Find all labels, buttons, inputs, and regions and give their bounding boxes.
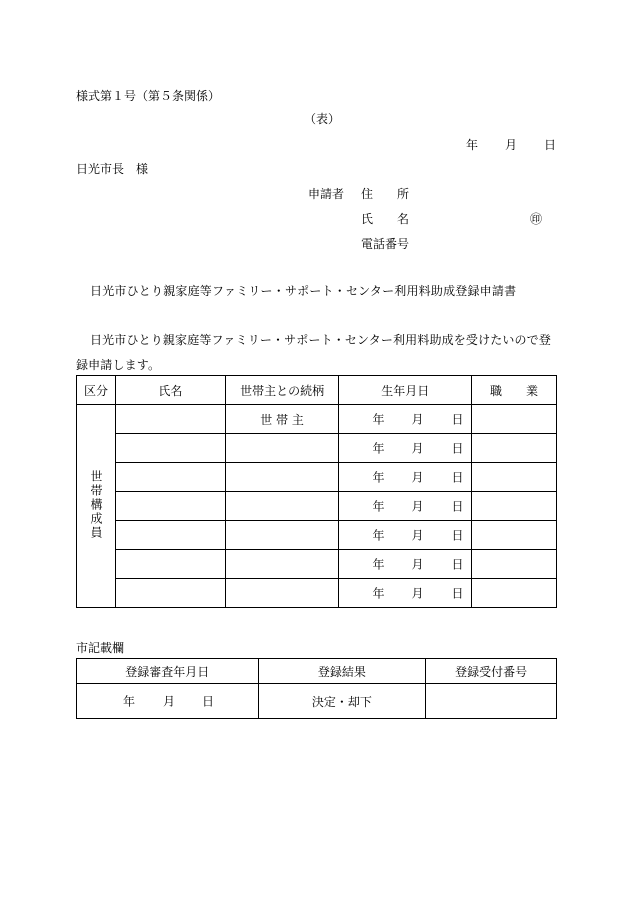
table-row	[77, 550, 557, 579]
birth-year-label: 年	[372, 499, 385, 514]
header-reception-number: 登録受付番号	[426, 659, 557, 684]
header-occupation: 職 業	[472, 376, 557, 405]
review-year-label: 年	[123, 694, 136, 709]
birth-day-label: 日	[451, 499, 464, 514]
name-cell[interactable]	[115, 579, 225, 608]
category-cell	[77, 405, 116, 608]
header-name: 氏名	[115, 376, 225, 405]
birth-month-label: 月	[411, 441, 424, 456]
occupation-cell[interactable]	[472, 521, 557, 550]
result-cell[interactable]: 決定・却下	[258, 684, 426, 719]
category-label: 世帯構成員	[88, 469, 103, 540]
header-review-date: 登録審査年月日	[77, 659, 259, 684]
name-cell[interactable]	[115, 550, 225, 579]
relation-cell[interactable]	[225, 492, 339, 521]
name-cell[interactable]	[115, 521, 225, 550]
date-year-label: 年	[466, 138, 479, 152]
name-field-label: 氏 名	[361, 212, 410, 226]
name-cell[interactable]	[115, 492, 225, 521]
birth-month-label: 月	[411, 470, 424, 485]
birthdate-cell[interactable]	[339, 550, 472, 579]
review-date-cell[interactable]	[77, 684, 259, 719]
birth-day-label: 日	[451, 528, 464, 543]
birth-day-label: 日	[451, 586, 464, 601]
date-month-label: 月	[505, 138, 518, 152]
household-members-table	[76, 375, 557, 608]
birth-day-label: 日	[451, 412, 464, 427]
phone-field-label: 電話番号	[361, 237, 410, 251]
birth-month-label: 月	[411, 528, 424, 543]
form-number: 様式第１号（第５条関係）	[76, 89, 221, 103]
header-result: 登録結果	[258, 659, 426, 684]
birth-month-label: 月	[411, 499, 424, 514]
birthdate-cell[interactable]	[339, 405, 472, 434]
office-use-table	[76, 658, 557, 719]
name-cell[interactable]	[115, 434, 225, 463]
table-row	[77, 684, 557, 719]
birth-month-label: 月	[411, 586, 424, 601]
relation-cell[interactable]	[225, 550, 339, 579]
table-row	[77, 434, 557, 463]
birth-year-label: 年	[372, 412, 385, 427]
birth-day-label: 日	[451, 470, 464, 485]
birthdate-cell[interactable]	[339, 521, 472, 550]
review-month-label: 月	[163, 694, 176, 709]
name-cell[interactable]	[115, 405, 225, 434]
table-row	[77, 405, 557, 434]
reception-number-cell[interactable]	[426, 684, 557, 719]
relation-cell[interactable]: 世 帯 主	[225, 405, 339, 434]
occupation-cell[interactable]	[472, 463, 557, 492]
address-field-label: 住 所	[361, 187, 410, 201]
relation-cell[interactable]	[225, 434, 339, 463]
birth-year-label: 年	[372, 557, 385, 572]
form-side-label: （表）	[304, 112, 341, 126]
seal-mark: ㊞	[530, 212, 543, 226]
table-row	[77, 492, 557, 521]
review-day-label: 日	[202, 694, 215, 709]
birth-month-label: 月	[411, 557, 424, 572]
birth-year-label: 年	[372, 586, 385, 601]
birth-day-label: 日	[451, 557, 464, 572]
office-use-header	[77, 659, 557, 684]
office-use-label: 市記載欄	[76, 641, 125, 655]
birth-month-label: 月	[411, 412, 424, 427]
relation-cell[interactable]	[225, 579, 339, 608]
occupation-cell[interactable]	[472, 550, 557, 579]
header-birthdate: 生年月日	[339, 376, 472, 405]
occupation-cell[interactable]	[472, 492, 557, 521]
relation-cell[interactable]	[225, 463, 339, 492]
birth-year-label: 年	[372, 528, 385, 543]
table-row	[77, 521, 557, 550]
table-row	[77, 579, 557, 608]
birthdate-cell[interactable]	[339, 463, 472, 492]
addressee: 日光市長 様	[76, 162, 149, 176]
relation-cell[interactable]	[225, 521, 339, 550]
birth-day-label: 日	[451, 441, 464, 456]
header-relation: 世帯主との続柄	[225, 376, 339, 405]
document-title: 日光市ひとり親家庭等ファミリー・サポート・センター利用料助成登録申請書	[90, 284, 517, 298]
occupation-cell[interactable]	[472, 434, 557, 463]
header-category: 区分	[77, 376, 116, 405]
date-day-label: 日	[544, 138, 557, 152]
birth-year-label: 年	[372, 470, 385, 485]
birth-year-label: 年	[372, 441, 385, 456]
household-table-header	[77, 376, 557, 405]
application-statement: 日光市ひとり親家庭等ファミリー・サポート・センター利用料助成を受けたいので登録申請します。	[76, 333, 551, 372]
occupation-cell[interactable]	[472, 405, 557, 434]
birthdate-cell[interactable]	[339, 492, 472, 521]
name-cell[interactable]	[115, 463, 225, 492]
applicant-label: 申請者	[308, 187, 345, 201]
birthdate-cell[interactable]	[339, 579, 472, 608]
birthdate-cell[interactable]	[339, 434, 472, 463]
occupation-cell[interactable]	[472, 579, 557, 608]
table-row	[77, 463, 557, 492]
